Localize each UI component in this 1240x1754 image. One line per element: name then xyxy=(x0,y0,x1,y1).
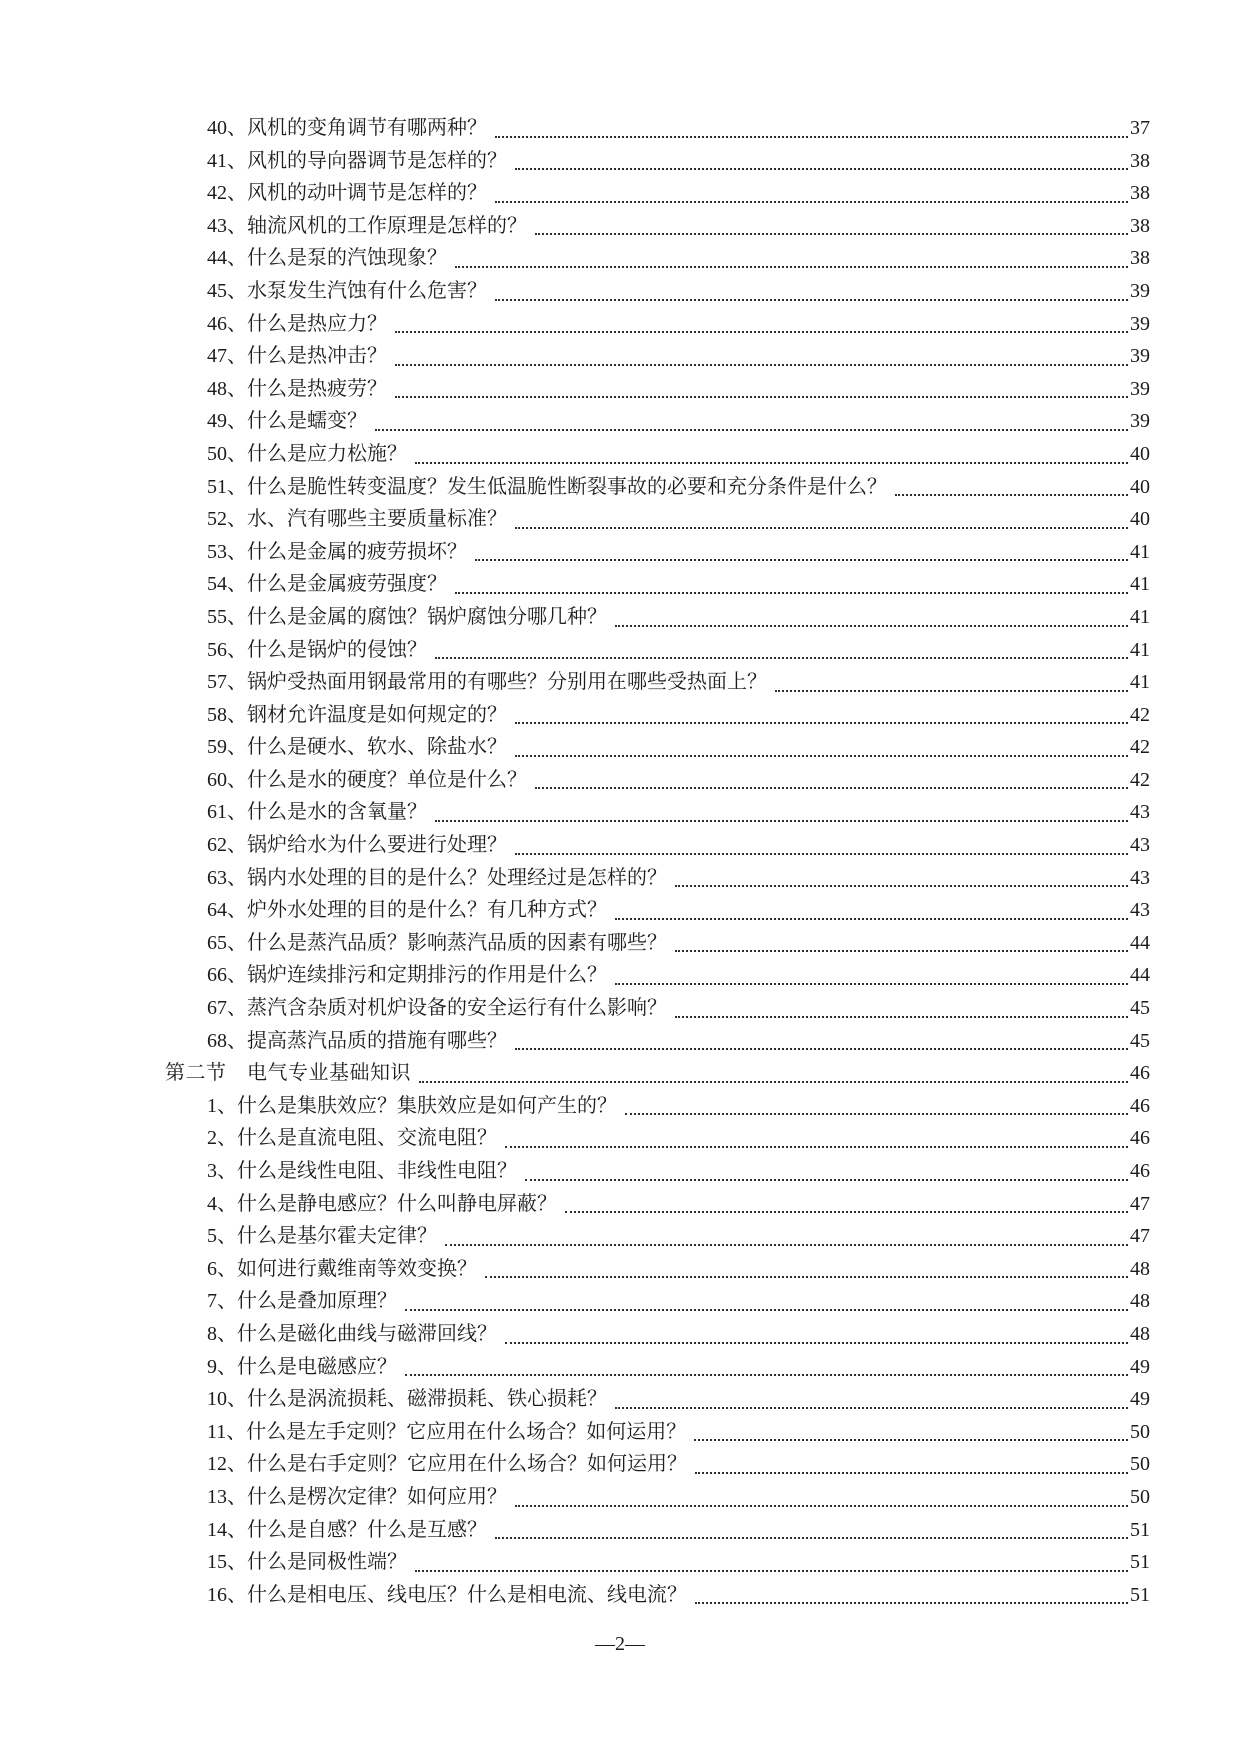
toc-dot-leader xyxy=(565,1211,1128,1213)
toc-entry-page: 51 xyxy=(1130,1551,1150,1574)
toc-dot-leader xyxy=(625,1113,1128,1115)
toc-entry xyxy=(165,471,1150,504)
toc-entry-label: 61、什么是水的含氧量？ xyxy=(207,801,427,824)
toc-entry-page: 48 xyxy=(1130,1322,1150,1345)
toc-dot-leader xyxy=(515,722,1128,724)
toc-dot-leader xyxy=(615,918,1128,920)
toc-entry xyxy=(165,242,1150,275)
toc-entry-page: 47 xyxy=(1130,1192,1150,1215)
toc-entry-page: 42 xyxy=(1130,736,1150,759)
toc-dot-leader xyxy=(675,885,1128,887)
toc-entry-label: 56、什么是锅炉的侵蚀？ xyxy=(207,638,427,661)
toc-dot-leader xyxy=(485,1276,1128,1278)
toc-entry xyxy=(165,210,1150,243)
toc-dot-leader xyxy=(475,559,1128,561)
toc-entry xyxy=(165,373,1150,406)
toc-entry-label: 40、风机的变角调节有哪两种？ xyxy=(207,117,487,139)
toc-entry-label: 66、锅炉连续排污和定期排污的作用是什么？ xyxy=(207,964,607,987)
toc-entry-page: 50 xyxy=(1130,1453,1150,1476)
toc-entry-page: 45 xyxy=(1130,1029,1150,1052)
toc-entry xyxy=(165,275,1150,308)
toc-dot-leader xyxy=(395,396,1128,398)
toc-dot-leader xyxy=(375,429,1128,431)
toc-entry-label: 1、什么是集肤效应？集肤效应是如何产生的？ xyxy=(207,1094,617,1117)
toc-entry-label: 7、什么是叠加原理？ xyxy=(207,1290,397,1313)
toc-dot-leader xyxy=(495,1537,1128,1539)
toc-entry-page: 46 xyxy=(1130,1127,1150,1150)
toc-entry-page: 43 xyxy=(1130,801,1150,824)
toc-entry-label: 16、什么是相电压、线电压？什么是相电流、线电流？ xyxy=(207,1583,687,1606)
toc-entry-label: 47、什么是热冲击？ xyxy=(207,345,387,368)
toc-entry-label: 67、蒸汽含杂质对机炉设备的安全运行有什么影响？ xyxy=(207,997,667,1020)
toc-entry xyxy=(165,666,1150,699)
toc-entry-page: 49 xyxy=(1130,1355,1150,1378)
toc-entry xyxy=(165,1220,1150,1253)
toc-entry-page: 46 xyxy=(1130,1062,1150,1085)
toc-entry-label: 45、水泵发生汽蚀有什么危害？ xyxy=(207,279,487,302)
toc-entry xyxy=(165,536,1150,569)
toc-entry-label: 58、钢材允许温度是如何规定的？ xyxy=(207,703,507,726)
toc-dot-leader xyxy=(515,853,1128,855)
toc-dot-leader xyxy=(525,1179,1128,1181)
toc-entry xyxy=(165,568,1150,601)
toc-entry xyxy=(165,340,1150,373)
toc-entry xyxy=(165,1253,1150,1286)
toc-entry-page: 41 xyxy=(1130,671,1150,694)
toc-entry xyxy=(165,1188,1150,1221)
toc-dot-leader xyxy=(695,1472,1128,1474)
toc-entry-label: 59、什么是硬水、软水、除盐水？ xyxy=(207,736,507,759)
toc-dot-leader xyxy=(775,690,1128,692)
toc-entry-label: 第二节 电气专业基础知识 xyxy=(165,1062,411,1085)
toc-entry-page: 46 xyxy=(1130,1160,1150,1182)
toc-dot-leader xyxy=(495,299,1128,301)
toc-dot-leader xyxy=(405,1309,1128,1311)
toc-entry-label: 41、风机的导向器调节是怎样的？ xyxy=(207,149,507,172)
toc-entry xyxy=(165,796,1150,829)
toc-entry xyxy=(165,894,1150,927)
toc-entry-page: 51 xyxy=(1130,1583,1150,1606)
toc-entry xyxy=(165,1514,1150,1547)
toc-entry-label: 11、什么是左手定则？它应用在什么场合？如何运用？ xyxy=(207,1420,687,1443)
toc-entry-label: 14、什么是自感？什么是互感？ xyxy=(207,1518,487,1541)
toc-entry-page: 38 xyxy=(1130,247,1150,270)
toc-entry-label: 6、如何进行戴维南等效变换？ xyxy=(207,1257,477,1280)
toc-entry xyxy=(165,112,1150,145)
toc-dot-leader xyxy=(505,1342,1128,1344)
toc-entry-label: 52、水、汽有哪些主要质量标准？ xyxy=(207,508,507,531)
toc-entry-label: 43、轴流风机的工作原理是怎样的？ xyxy=(207,214,527,237)
toc-entry-label: 60、什么是水的硬度？单位是什么？ xyxy=(207,768,527,791)
toc-entry xyxy=(165,1416,1150,1449)
toc-entry-label: 53、什么是金属的疲劳损坏？ xyxy=(207,540,467,563)
toc-entry-page: 42 xyxy=(1130,703,1150,726)
toc-entry xyxy=(165,1318,1150,1351)
toc-dot-leader xyxy=(435,820,1128,822)
toc-entry xyxy=(165,1383,1150,1416)
toc-entry-label: 65、什么是蒸汽品质？影响蒸汽品质的因素有哪些？ xyxy=(207,931,667,954)
toc-entry xyxy=(165,1579,1150,1612)
toc-entry-label: 49、什么是蠕变？ xyxy=(207,410,367,433)
toc-entry-page: 44 xyxy=(1130,931,1150,954)
toc-entry-label: 64、炉外水处理的目的是什么？有几种方式？ xyxy=(207,899,607,922)
toc-entry-label: 55、什么是金属的腐蚀？锅炉腐蚀分哪几种？ xyxy=(207,605,607,628)
toc-dot-leader xyxy=(515,755,1128,757)
toc-dot-leader xyxy=(435,657,1128,659)
toc-section-entry xyxy=(165,1057,1150,1090)
toc-entry-label: 15、什么是同极性端？ xyxy=(207,1551,407,1574)
toc-entry-page: 40 xyxy=(1130,508,1150,531)
toc-dot-leader xyxy=(395,364,1128,366)
toc-entry-page: 37 xyxy=(1130,117,1150,139)
toc-entry xyxy=(165,959,1150,992)
toc-dot-leader xyxy=(535,787,1128,789)
toc-entry-label: 63、锅内水处理的目的是什么？处理经过是怎样的？ xyxy=(207,866,667,889)
toc-dot-leader xyxy=(515,1505,1128,1507)
toc-entry-label: 50、什么是应力松施？ xyxy=(207,442,407,465)
toc-entry-label: 51、什么是脆性转变温度？发生低温脆性断裂事故的必要和充分条件是什么？ xyxy=(207,475,887,498)
toc-entry xyxy=(165,699,1150,732)
toc-entry-page: 42 xyxy=(1130,768,1150,791)
toc-entry xyxy=(165,829,1150,862)
toc-entry-page: 46 xyxy=(1130,1094,1150,1117)
toc-entry-label: 48、什么是热疲劳？ xyxy=(207,377,387,400)
toc-entry xyxy=(165,503,1150,536)
toc-entry xyxy=(165,1285,1150,1318)
toc-entry xyxy=(165,1448,1150,1481)
toc-dot-leader xyxy=(415,462,1128,464)
toc-entry xyxy=(165,634,1150,667)
toc-entry-page: 41 xyxy=(1130,540,1150,563)
toc-entry xyxy=(165,1025,1150,1058)
toc-entry-page: 38 xyxy=(1130,182,1150,205)
toc-dot-leader xyxy=(455,592,1128,594)
toc-dot-leader xyxy=(675,950,1128,952)
page-footer xyxy=(0,1628,1240,1660)
toc-entry-page: 43 xyxy=(1130,899,1150,922)
toc-entry-page: 50 xyxy=(1130,1420,1150,1443)
toc-dot-leader xyxy=(495,136,1128,138)
toc-entry-page: 38 xyxy=(1130,214,1150,237)
toc-entry-label: 4、什么是静电感应？什么叫静电屏蔽？ xyxy=(207,1192,557,1215)
toc-entry xyxy=(165,308,1150,341)
toc-entry xyxy=(165,992,1150,1025)
toc-entry-page: 48 xyxy=(1130,1290,1150,1313)
toc-entry xyxy=(165,1546,1150,1579)
toc-entry-page: 39 xyxy=(1130,279,1150,302)
toc-entry-label: 9、什么是电磁感应？ xyxy=(207,1355,397,1378)
toc-entry-page: 41 xyxy=(1130,573,1150,596)
toc-entry xyxy=(165,764,1150,797)
toc-entry xyxy=(165,1122,1150,1155)
toc-entry xyxy=(165,927,1150,960)
toc-entry-label: 5、什么是基尔霍夫定律？ xyxy=(207,1225,437,1248)
toc-entry-label: 3、什么是线性电阻、非线性电阻？ xyxy=(207,1160,517,1182)
toc-entry-page: 41 xyxy=(1130,605,1150,628)
toc-entry-label: 8、什么是磁化曲线与磁滞回线？ xyxy=(207,1322,497,1345)
toc-entry-page: 50 xyxy=(1130,1485,1150,1508)
toc-entry xyxy=(165,862,1150,895)
toc-dot-leader xyxy=(515,1048,1128,1050)
toc-entry-label: 62、锅炉给水为什么要进行处理？ xyxy=(207,834,507,857)
toc-entry xyxy=(165,145,1150,178)
toc-dot-leader xyxy=(615,1407,1128,1409)
toc-entry xyxy=(165,1351,1150,1384)
toc-entry-page: 44 xyxy=(1130,964,1150,987)
toc-entry xyxy=(165,405,1150,438)
toc-entry-page: 40 xyxy=(1130,442,1150,465)
toc-entry-page: 39 xyxy=(1130,345,1150,368)
toc-entry-page: 38 xyxy=(1130,149,1150,172)
toc-dot-leader xyxy=(695,1602,1128,1604)
toc-entry-label: 54、什么是金属疲劳强度？ xyxy=(207,573,447,596)
toc-dot-leader xyxy=(895,494,1128,496)
toc-entry-page: 47 xyxy=(1130,1225,1150,1248)
toc-entry xyxy=(165,731,1150,764)
toc-entry-page: 51 xyxy=(1130,1518,1150,1541)
toc-dot-leader xyxy=(495,201,1128,203)
toc-entry-label: 46、什么是热应力？ xyxy=(207,312,387,335)
toc-entry xyxy=(165,1155,1150,1188)
toc-dot-leader xyxy=(515,168,1128,170)
toc-entry-label: 2、什么是直流电阻、交流电阻？ xyxy=(207,1127,497,1150)
toc-entry-page: 40 xyxy=(1130,475,1150,498)
toc-entry-page: 39 xyxy=(1130,312,1150,335)
toc-list xyxy=(165,112,1150,1611)
toc-entry-page: 49 xyxy=(1130,1388,1150,1411)
toc-entry xyxy=(165,177,1150,210)
toc-entry-label: 12、什么是右手定则？它应用在什么场合？如何运用？ xyxy=(207,1453,687,1476)
toc-dot-leader xyxy=(694,1439,1128,1441)
toc-entry-page: 41 xyxy=(1130,638,1150,661)
toc-dot-leader xyxy=(415,1570,1128,1572)
toc-dot-leader xyxy=(615,983,1128,985)
toc-dot-leader xyxy=(505,1146,1128,1148)
toc-entry-page: 48 xyxy=(1130,1257,1150,1280)
footer-page-number: —2— xyxy=(595,1633,645,1655)
toc-entry-label: 44、什么是泵的汽蚀现象？ xyxy=(207,247,447,270)
toc-entry-page: 39 xyxy=(1130,377,1150,400)
toc-entry-page: 39 xyxy=(1130,410,1150,433)
toc-entry xyxy=(165,1090,1150,1123)
toc-entry xyxy=(165,601,1150,634)
toc-entry-page: 45 xyxy=(1130,997,1150,1020)
toc-dot-leader xyxy=(445,1244,1128,1246)
toc-dot-leader xyxy=(455,266,1128,268)
toc-dot-leader xyxy=(419,1081,1128,1083)
toc-dot-leader xyxy=(515,527,1128,529)
toc-entry-page: 43 xyxy=(1130,866,1150,889)
toc-dot-leader xyxy=(535,233,1128,235)
toc-entry-label: 42、风机的动叶调节是怎样的？ xyxy=(207,182,487,205)
toc-entry-label: 13、什么是楞次定律？如何应用？ xyxy=(207,1485,507,1508)
toc-entry-label: 68、提高蒸汽品质的措施有哪些？ xyxy=(207,1029,507,1052)
toc-entry xyxy=(165,438,1150,471)
toc-entry xyxy=(165,1481,1150,1514)
toc-dot-leader xyxy=(675,1016,1128,1018)
toc-dot-leader xyxy=(395,331,1128,333)
toc-dot-leader xyxy=(615,625,1128,627)
toc-entry-label: 57、锅炉受热面用钢最常用的有哪些？分别用在哪些受热面上？ xyxy=(207,671,767,694)
toc-entry-label: 10、什么是涡流损耗、磁滞损耗、铁心损耗？ xyxy=(207,1388,607,1411)
toc-entry-page: 43 xyxy=(1130,834,1150,857)
toc-dot-leader xyxy=(405,1374,1128,1376)
